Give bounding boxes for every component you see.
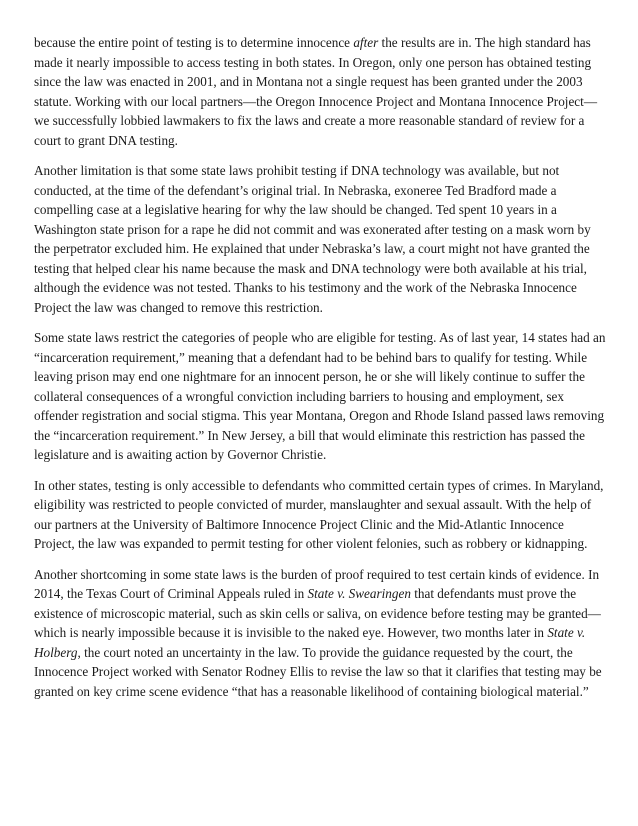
paragraph-3	[34, 328, 606, 465]
body-text	[34, 33, 606, 712]
paragraph-text: In other states, testing is only accessible to defendants who committed certain types of crimes. In Maryland, eligibility was restricted to people convicted of murder, manslaughter and sexual assault. With the help of our partners at the University of Baltimore Innocence Project Clinic and the Mid-Atlantic Innocence Project, the law was expanded to permit testing for other violent felonies, such as robbery or kidnapping.	[34, 477, 604, 551]
paragraph-text: Another limitation is that some state laws prohibit testing if DNA technology was available, but not conducted, at the time of the defendant’s original trial. In Nebraska, exoneree Ted Bradford made a compelling case at a legislative hearing for why the law should be changed. Ted spent 10 years in a Washington state prison for a rape he did not commit and was exonerated after testing on a mask worn by the perpetrator excluded him. He explained that under Nebraska’s law, a court might not have granted the testing that helped clear his name because the mask and DNA technology were both available at his trial, although the evidence was not tested. Thanks to his testimony and the work of the Nebraska Innocence Project the law was changed to remove this restriction.	[34, 163, 591, 315]
paragraph-text: Some state laws restrict the categories of people who are eligible for testing. As of last year, 14 states had an “incarceration requirement,” meaning that a defendant had to be behind bars to qualify for testing. While leaving prison may end one nightmare for an innocent person, he or she will likely continue to suffer the collateral consequences of a wrongful conviction including barriers to housing and employment, sex offender registration and social stigma. This year Montana, Oregon and Rhode Island passed laws removing the “incarceration requirement.” In New Jersey, a bill that would eliminate this restriction has passed the legislature and is awaiting action by Governor Christie.	[34, 330, 606, 462]
emphasis-after: after	[353, 35, 379, 50]
case-name-holberg: State v. Holberg	[34, 625, 586, 660]
paragraph-2	[34, 161, 606, 317]
paragraph-text: Another shortcoming in some state laws is the burden of proof required to test certain kinds of evidence. In 2014, the Texas Court of Criminal Appeals ruled in	[34, 566, 600, 601]
paragraph-text: that defendants must prove the existence of microscopic material, such as skin cells or saliva, on evidence before testing may be granted—which is nearly impossible because it is invisible to the naked eye. However, two months later in	[34, 586, 601, 640]
paragraph-text: the results are in. The high standard has made it nearly impossible to access testing in both states. In Oregon, only one person has obtained testing since the law was enacted in 2001, and in Montana not a single request has been granted under the 2003 statute. Working with our local partners—the Oregon Innocence Project and Montana Innocence Project—we successfully lobbied lawmakers to fix the laws and create a more reasonable standard of review for a court to grant DNA testing.	[34, 35, 598, 148]
paragraph-1	[34, 33, 606, 150]
case-name-swearingen: State v. Swearingen	[307, 586, 411, 601]
paragraph-4	[34, 476, 606, 554]
paragraph-text: because the entire point of testing is to determine innocence	[34, 35, 354, 50]
paragraph-5	[34, 565, 606, 702]
paragraph-text: , the court noted an uncertainty in the law. To provide the guidance requested by the court, the Innocence Project worked with Senator Rodney Ellis to revise the law so that it clarifies that testing may be granted on key crime scene evidence “that has a reasonable likelihood of containing biological material.”	[34, 644, 602, 699]
